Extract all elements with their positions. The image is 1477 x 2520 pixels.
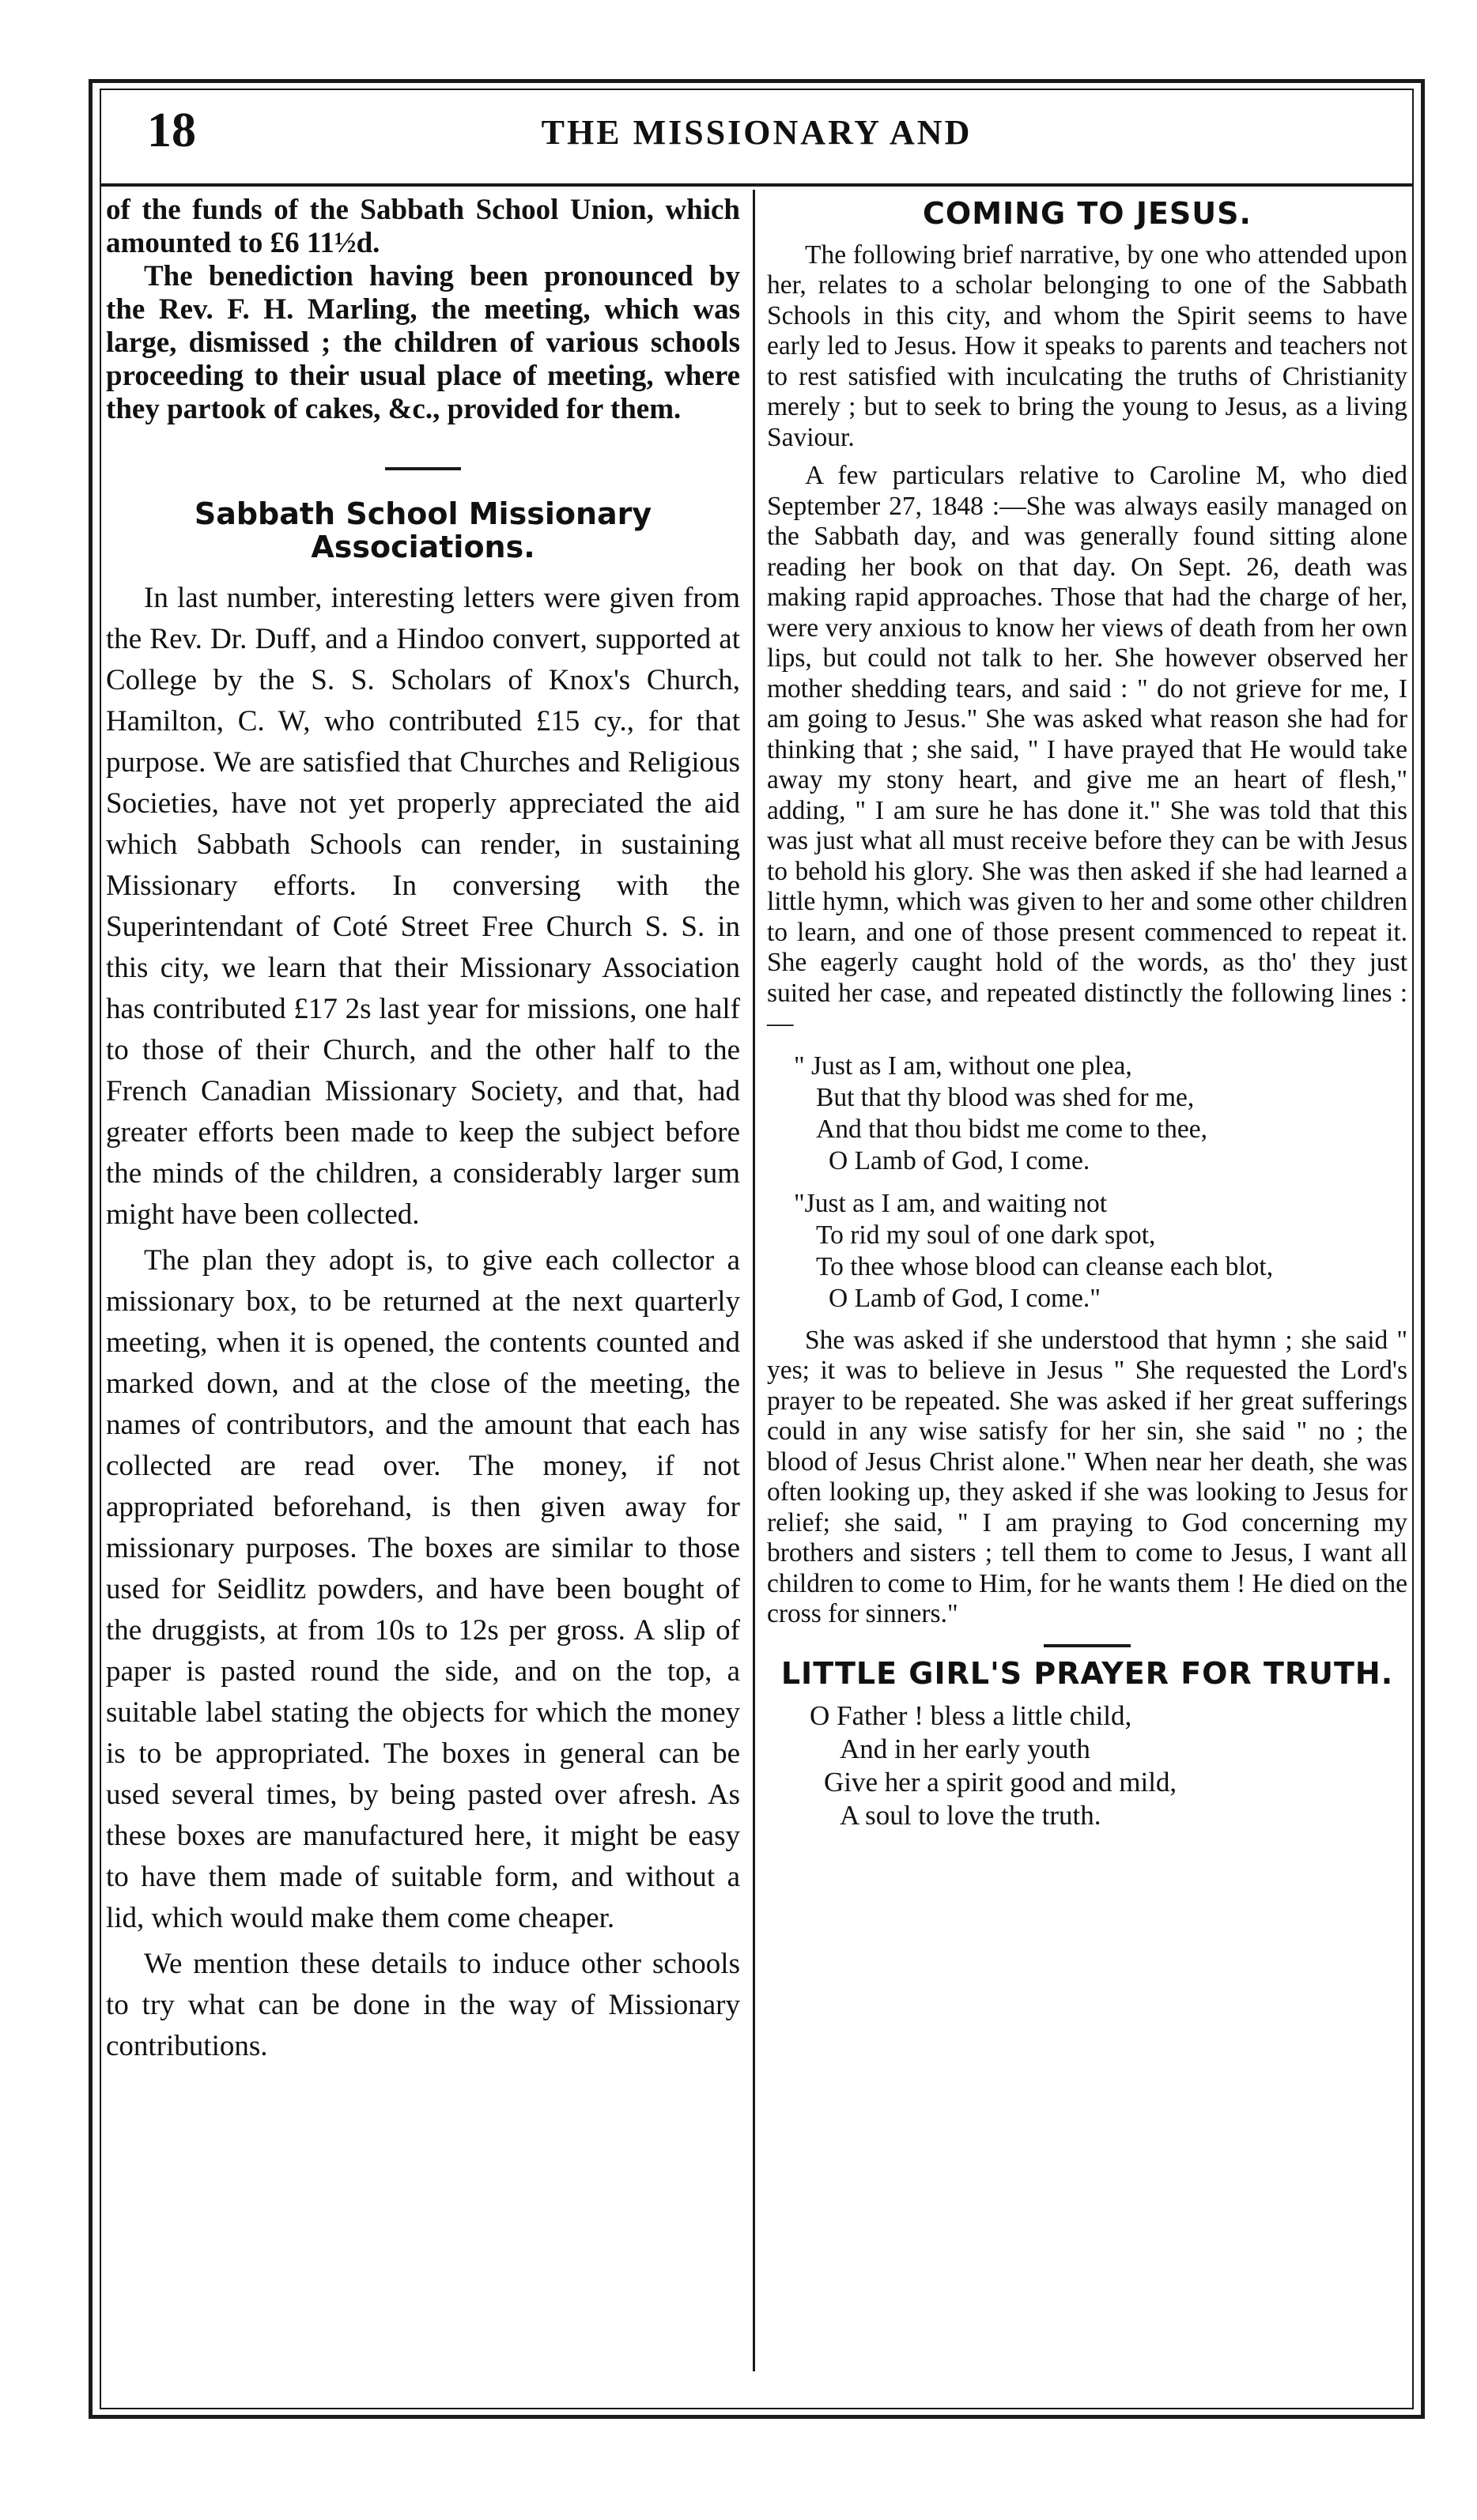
- hymn-stanza-2: [794, 1188, 1407, 1315]
- poem-title: LITTLE GIRL'S PRAYER FOR TRUTH.: [780, 1655, 1394, 1691]
- hymn-line: O Lamb of God, I come.": [829, 1283, 1101, 1313]
- hymn-stanza-1: [794, 1051, 1407, 1177]
- hymn-line: " Just as I am, without one plea,: [794, 1051, 1132, 1081]
- prayer-line: And in her early youth: [840, 1733, 1090, 1764]
- hymn-line: And that thou bidst me come to thee,: [816, 1114, 1207, 1144]
- page-header: [100, 89, 1414, 183]
- prayer-line: A soul to love the truth.: [840, 1800, 1101, 1831]
- running-head: THE MISSIONARY AND: [541, 113, 973, 152]
- missionary-associations-paragraph: In last number, interesting letters were given from the Rev. Dr. Duff, and a Hindoo convert, supported at College by the S. S. Scholars of Knox's Church, Hamilton, C. W, who contributed £15 cy., for that purpose. We are satisfied that Churches and Religious Societies, have not yet properly appreciated the aid which Sabbath Schools can render, in sustaining Missionary efforts. In conversing with the Superintendant of Coté Street Free Church S. S. in this city, we learn that their Missionary Association has contributed £17 2s last year for missions, one half to those of their Church, and the other half to the French Canadian Missionary Society, and that, had greater efforts been made to keep the subject before the minds of the children, a considerably larger sum might have been collected.: [106, 582, 740, 1231]
- column-divider: [753, 190, 755, 2371]
- prayer-line: Give her a spirit good and mild,: [824, 1767, 1177, 1798]
- prayer-verse: [783, 1699, 1407, 1832]
- prayer-line: O Father ! bless a little child,: [810, 1700, 1132, 1731]
- section-rule: [1044, 1644, 1131, 1647]
- hymn-line: But that thy blood was shed for me,: [816, 1082, 1195, 1112]
- hymn-line: O Lamb of God, I come.: [829, 1145, 1090, 1175]
- benediction-paragraph: The benediction having been pronounced by the Rev. F. H. Marling, the meeting, which was large, dismissed ; the children of various schools proceeding to their usual place of meeting, where they partook of cakes, &c., provided for them.: [106, 260, 740, 425]
- header-rule: [100, 183, 1414, 187]
- page-number: 18: [147, 104, 196, 157]
- right-column: [767, 194, 1407, 1832]
- hymn-line: To rid my soul of one dark spot,: [816, 1220, 1156, 1250]
- plan-paragraph: The plan they adopt is, to give each collector a missionary box, to be returned at the next quarterly meeting, when it is opened, the contents counted and marked down, and at the close of the meeting, the names of contributors, and the amount that each has collected are read over. The money, if not appropriated beforehand, is then given away for missionary purposes. The boxes are similar to those used for Seidlitz powders, and have been bought of the druggists, at from 10s to 12s per gross. A slip of paper is pasted round the side, and on the top, a suitable label stating the objects for which the money is to be appropriated. The boxes in general can be used several times, by being pasted over afresh. As these boxes are manufactured here, it might be easy to have them made of suitable form, and without a lid, which would make them come cheaper.: [106, 1244, 740, 1934]
- details-paragraph: We mention these details to induce other schools to try what can be done in the way of Missionary contributions.: [106, 1948, 740, 2062]
- narrative-intro-paragraph: The following brief narrative, by one who attended upon her, relates to a scholar belonging to one of the Sabbath Schools in this city, and whom the Spirit seems to have early led to Jesus. How it speaks to parents and teachers not to rest satisfied with inculcating the truths of Christianity merely ; but to seek to bring the young to Jesus, as a living Saviour.: [767, 240, 1407, 452]
- section-title-coming-to-jesus: COMING TO JESUS.: [923, 196, 1252, 231]
- section-rule: [385, 467, 461, 470]
- left-column: [106, 194, 740, 2067]
- hymn-line: "Just as I am, and waiting not: [794, 1188, 1108, 1218]
- union-funds-paragraph: of the funds of the Sabbath School Union, which amounted to £6 11½d.: [106, 194, 740, 259]
- hymn-understanding-paragraph: She was asked if she understood that hymn ; she said " yes; it was to believe in Jesus " She requested the Lord's prayer to be repeated. She was asked if her great sufferings could in any wise satisfy for her sin, she said " no ; the blood of Jesus Christ alone." When near her death, she was often looking up, they asked if she was looking to Jesus for relief; she said, " I am praying to God concerning my brothers and sisters ; tell them to come to Jesus, I want all children to come to Him, for he wants them ! He died on the cross for sinners.": [767, 1325, 1407, 1628]
- section-title-missionary-associations: Sabbath School Missionary Associations.: [194, 496, 652, 564]
- hymn-line: To thee whose blood can cleanse each blot,: [816, 1251, 1274, 1281]
- caroline-paragraph: A few particulars relative to Caroline M, who died September 27, 1848 :—She was always easily managed on the Sabbath day, and was generally found sitting alone reading her book on that day. On Sept. 26, death was making rapid approaches. Those that had the charge of her, were very anxious to know her views of death from her own lips, but could not talk to her. She however observed her mother shedding tears, and said : " do not grieve for me, I am going to Jesus." She was asked what reason she had for thinking that ; she said, " I have prayed that He would take away my stony heart, and give me an heart of flesh," adding, " I am sure he has done it." She was told that this was just what all must receive before they can be with Jesus to behold his glory. She was then asked if she had learned a little hymn, which was given to her and some other children to learn, and one of those present commenced to repeat it. She eagerly caught hold of the words, as tho' they just suited her case, and repeated distinctly the following lines :—: [767, 461, 1407, 1038]
